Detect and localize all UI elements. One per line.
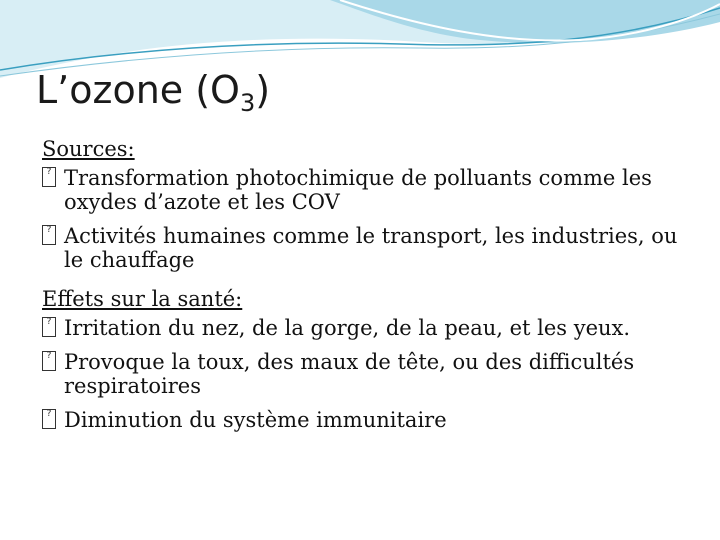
list-item: ? Irritation du nez, de la gorge, de la peau, et les yeux. (42, 316, 702, 340)
missing-glyph-icon: ? (42, 351, 56, 371)
slide-title (36, 68, 270, 117)
missing-glyph-icon: ? (42, 317, 56, 337)
missing-glyph-icon: ? (42, 409, 56, 429)
missing-glyph-icon: ? (42, 167, 56, 187)
title-subscript: 3 (239, 89, 256, 117)
list-item: ? Diminution du système immunitaire (42, 408, 702, 432)
slide-content (42, 132, 702, 442)
list-item: ? Transformation photochimique de polluants comme les oxydes d’azote et les COV (42, 166, 702, 214)
list-item: ? Activités humaines comme le transport, les industries, ou le chauffage (42, 224, 702, 272)
title-main: L’ozone (O (36, 68, 240, 112)
title-end: ) (255, 68, 271, 112)
list-item: ? Provoque la toux, des maux de tête, ou des difficultés respiratoires (42, 350, 702, 398)
section-heading-sources: Sources: (42, 137, 135, 161)
section-heading-health-effects: Effets sur la santé: (42, 287, 243, 311)
missing-glyph-icon: ? (42, 225, 56, 245)
